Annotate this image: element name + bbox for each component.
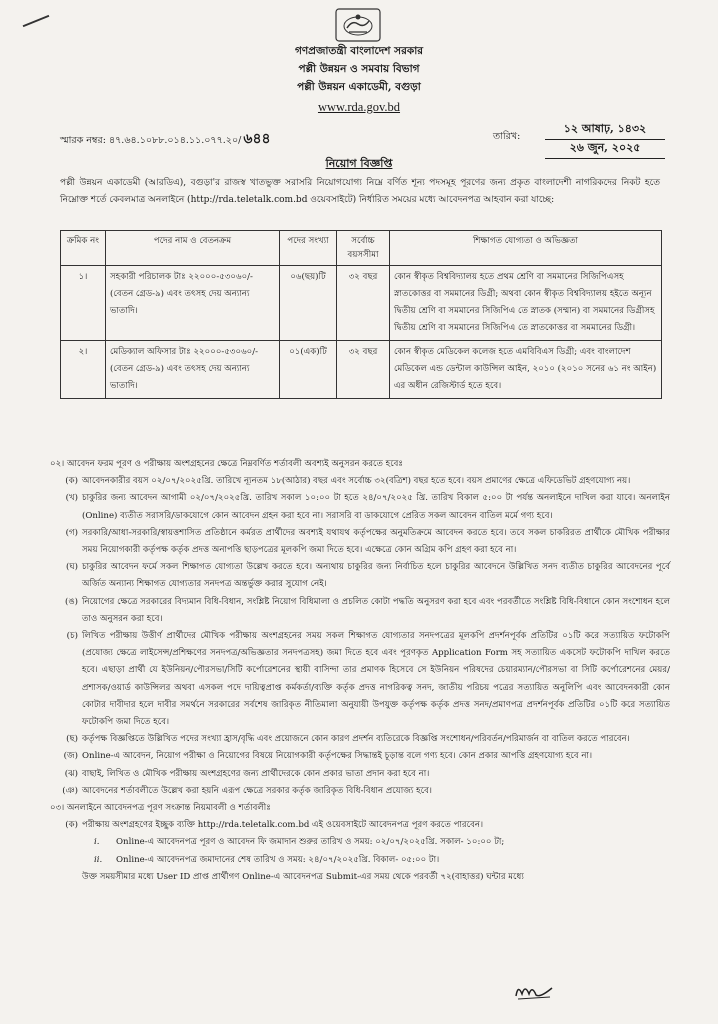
sub-label: i. <box>94 837 100 848</box>
condition-label: (খ) <box>65 493 78 504</box>
rda-logo-icon <box>335 8 381 42</box>
condition-item <box>50 628 670 731</box>
condition-label: (গ) <box>65 527 78 538</box>
table-row <box>61 341 662 399</box>
online-item <box>50 817 670 834</box>
sub-text: Online-এ আবেদনপত্র পূরণ ও আবেদন ফি জমাদান শুরুর তারিখ ও সময়: ০২/০৭/২০২৫খ্রি. সকাল- ১০:০০ টা; <box>116 837 505 848</box>
signature-initial-icon <box>512 980 558 1002</box>
cell-count: ০৬(ছয়)টি <box>280 266 337 341</box>
col-qualification: শিক্ষাগত যোগ্যতা ও অভিজ্ঞতা <box>390 231 662 266</box>
intro-paragraph: পল্লী উন্নয়ন একাডেমী (আরডিএ), বগুড়া'র রাজস্ব খাতভুক্ত সরাসরি নিয়োগযোগ্য নিম্নে বর্ণিত শূন্য পদসমূহ পূরণের জন্য প্রকৃত বাংলাদেশী নাগরিকদের নিকট হতে নিম্নোক্ত শর্তে কেবলমাত্র অনলাইনে (http://rda.teletalk.com.bd ওয়েবসাইটে) নির্ধারিত সময়ের মধ্যে আবেদনপত্র আহবান করা যাচ্ছে: <box>60 178 660 205</box>
condition-item <box>50 490 670 524</box>
condition-label: (ছ) <box>66 734 78 745</box>
table-row <box>61 266 662 341</box>
memo-number <box>60 127 271 151</box>
condition-label: (ঝ) <box>64 768 78 779</box>
date-bangla: ১২ আষাঢ়, ১৪৩২ <box>545 120 665 140</box>
online-item-label: (ক) <box>65 820 78 831</box>
cell-serial: ১। <box>61 266 106 341</box>
condition-label: (ঞ) <box>62 785 78 796</box>
cell-count: ০১(এক)টি <box>280 341 337 399</box>
table-header-row <box>61 231 662 266</box>
col-post: পদের নাম ও বেতনক্রম <box>106 231 280 266</box>
col-serial: ক্রমিক নং <box>61 231 106 266</box>
memo-handwritten: ৬৪৪ <box>243 131 271 147</box>
condition-text: চাকুরির আবেদন ফর্মে সকল শিক্ষাগত যোগ্যতা উল্লেখ করতে হবে। অন্যথায় চাকুরির জন্য নির্বাচিত হলে চাকুরির আবেদনে উল্লিখিত সনদ ব্যতীত চাকুরির আবেদনের পূর্বে অর্জিত অন্যান্য শিক্ষাগত যোগ্যতার সনদপত্র অন্তর্ভুক্ত করার সুযোগ নেই। <box>82 562 670 590</box>
header-division: পল্লী উন্নয়ন ও সমবায় বিভাগ <box>298 63 420 75</box>
condition-text: নিয়োগের ক্ষেত্রে সরকারের বিদ্যমান বিধি-বিধান, সংশ্লিষ্ট নিয়োগ বিধিমালা ও প্রচলিত কোটা পদ্ধতি অনুসরণ করা হবে এবং পরবর্তীতে সংশ্লিষ্ট বিধি-বিধানে কোন সংশোধন হলে তাও অনুসরন করা হবে। <box>82 596 670 624</box>
col-count: পদের সংখ্যা <box>280 231 337 266</box>
condition-item <box>50 766 670 783</box>
condition-text: চাকুরির জন্য আবেদন আগামী ০২/০৭/২০২৫খ্রি. তারিখ সকাল ১০:০০ টা হতে ২৪/০৭/২০২৫ খ্রি. তারিখ বিকাল ৫:০০ টা পর্যন্ত অনলাইনে দাখিল করা যাবে। অনলাইন (Online) ব্যতীত সরাসরি/ডাকযোগে কোন আবেদন গ্রহন করা হবে না। সরাসরি বা ডাকযোগে প্রেরিত সকল আবেদন বাতিল মর্মে গণ্য হবে। <box>82 493 670 521</box>
section2-heading: ০২। আবেদন ফরম পূরণ ও পরীক্ষায় অংশগ্রহনের ক্ষেত্রে নিম্নবর্ণিত শর্তাবলী অবশ্যই অনুসরন করতে হবেঃ <box>50 459 404 469</box>
date-label: তারিখ: <box>493 131 521 142</box>
memo-label: স্মারক নম্বর: ৪৭.৬৪.১০৮৮.০১৪.১১.০৭৭.২০/ <box>60 135 242 146</box>
section3-heading: ০৩। অনলাইনে আবেদনপত্র পূরণ সংক্রান্ত নিয়মাবলী ও শর্তাবলীঃ <box>50 803 271 814</box>
condition-text: বাছাই, লিখিত ও মৌখিক পরীক্ষায় অংশগ্রহণের জন্য প্রার্থীদেরকে কোন প্রকার ভাতা প্রদান করা হবে না। <box>82 768 430 779</box>
header-academy: পল্লী উন্নয়ন একাডেমী, বগুড়া <box>297 81 421 93</box>
online-item-text: পরীক্ষায় অংশগ্রহণের ইচ্ছুক ব্যক্তি http://rda.teletalk.com.bd এই ওয়েবসাইটে আবেদনপত্র পূরণ করতে পারবেন। <box>82 820 484 831</box>
header-government: গণপ্রজাতন্ত্রী বাংলাদেশ সরকার <box>294 45 424 57</box>
condition-label: (জ) <box>63 751 78 762</box>
pen-mark <box>23 15 50 27</box>
online-tail <box>50 869 670 886</box>
header-website-link[interactable]: www.rda.gov.bd <box>317 100 401 114</box>
condition-label: (ঘ) <box>65 562 78 573</box>
condition-text: Online-এ আবেদন, নিয়োগ পরীক্ষা ও নিয়োগের বিষয়ে নিয়োগকারী কর্তৃপক্ষের সিদ্ধান্তই চূড়ান্ত বলে গণ্য হবে। কোন প্রকার আপত্তি গ্রহণযোগ্য হবে না। <box>82 751 593 762</box>
condition-item <box>50 783 670 800</box>
condition-item <box>50 525 670 559</box>
notice-title-text: নিয়োগ বিজ্ঞপ্তি <box>325 157 393 170</box>
condition-label: (ঙ) <box>64 596 78 607</box>
condition-text: আবেদনের শর্তাবলীতে উল্লেখ করা হয়নি এরূপ ক্ষেত্রে সরকার কর্তৃক জারিকৃত বিধি-বিধান প্রযোজ্য হবে। <box>82 785 432 796</box>
cell-serial: ২। <box>61 341 106 399</box>
condition-label: (চ) <box>66 631 78 642</box>
conditions-body <box>50 456 670 886</box>
cell-age: ৩২ বছর <box>337 266 390 341</box>
date-english: ২৬ জুন, ২০২৫ <box>545 139 665 159</box>
condition-label: (ক) <box>65 476 78 487</box>
condition-item <box>50 731 670 748</box>
cell-qualification: কোন স্বীকৃত মেডিকেল কলেজ হতে এমবিবিএস ডিগ্রী; এবং বাংলাদেশ মেডিকেল এন্ড ডেন্টাল কাউন্সিল আইন, ২০১০ (২০১০ সনের ৬১ নং আইন) এর অধীন রেজিস্টার্ড হতে হবে। <box>390 341 662 399</box>
vacancy-table <box>60 230 662 399</box>
sub-text: Online-এ আবেদনপত্র জমাদানের শেষ তারিখ ও সময়: ২৪/০৭/২০২৫খ্রি. বিকাল- ০৫:০০ টা। <box>116 854 440 865</box>
condition-item <box>50 473 670 490</box>
online-tail-text: উক্ত সময়সীমার মধ্যে User ID প্রাপ্ত প্রার্থীগণ Online-এ আবেদনপত্র Submit-এর সময় থেকে পরবর্তী ৭২(বাহাত্তর) ঘন্টার মধ্যে <box>82 871 524 882</box>
condition-item <box>50 748 670 765</box>
condition-item <box>50 559 670 593</box>
sub-label: ii. <box>94 854 103 865</box>
condition-text: কর্তৃপক্ষ বিজ্ঞপ্তিতে উল্লিখিত পদের সংখ্যা হ্রাস/বৃদ্ধি এবং প্রয়োজনে কোন কারণ প্রদর্শন ব্যতিরেকে বিজ্ঞপ্তি সংশোধন/পরিবর্তন/পরিমার্জন বা বাতিল করতে পারবেন। <box>82 734 630 745</box>
cell-qualification: কোন স্বীকৃত বিশ্ববিদ্যালয় হতে প্রথম শ্রেণি বা সমমানের সিজিপিএসহ স্নাতকোত্তর বা সমমানের ডিগ্রী; অথবা কোন স্বীকৃত বিশ্ববিদ্যালয় হইতে অন্যূন দ্বিতীয় শ্রেণি বা সমমানের সিজিপিএ তে স্নাতক (সম্মান) বা সমমানের ডিগ্রীসহ দ্বিতীয় শ্রেণি বা সমমানের সিজিপিএ তে স্নাতকোত্তর বা সমমানের ডিগ্রী। <box>390 266 662 341</box>
online-sub-item <box>50 834 670 851</box>
cell-age: ৩২ বছর <box>337 341 390 399</box>
notice-title <box>0 155 718 174</box>
cell-post: মেডিক্যাল অফিসার টাঃ ২২০০০-৫৩০৬০/- (বেতন গ্রেড-৯) এবং তৎসহ দেয় অন্যান্য ভাতাদি। <box>106 341 280 399</box>
condition-text: সরকারি/আধা-সরকারি/স্বায়ত্তশাসিত প্রতিষ্ঠানে কর্মরত প্রার্থীদের অবশ্যই যথাযথ কর্তৃপক্ষের অনুমতিক্রমে আবেদন করতে হবে। তবে সকল চাকরিরত প্রার্থীকে মৌখিক পরীক্ষার সময় নিয়োগকারী কর্তৃপক্ষ কর্তৃক প্রদত্ত অনাপত্তি ছাড়পত্রের মূলকপি জমা দিতে হবে। এক্ষেত্রে কোন অগ্রিম কপি গ্রহণ করা হবে না। <box>82 527 670 556</box>
col-age: সর্বোচ্চ বয়সসীমা <box>337 231 390 266</box>
condition-item <box>50 594 670 628</box>
cell-post: সহকারী পরিচালক টাঃ ২২০০০-৫৩০৬০/- (বেতন গ্রেড-৯) এবং তৎসহ দেয় অন্যান্য ভাতাদি। <box>106 266 280 341</box>
online-sub-item <box>50 852 670 869</box>
condition-text: লিখিত পরীক্ষায় উত্তীর্ণ প্রার্থীদের মৌখিক পরীক্ষায় অংশগ্রহনের সময় সকল শিক্ষাগত যোগ্যতার সনদপত্রের মূলকপি প্রদর্শনপূর্বক প্রতিটির ০১টি করে সত্যায়িত ফটোকপি (প্রযোজ্য ক্ষেত্রে লাইসেন্স/প্রশিক্ষণের সনদপত্র/অভিজ্ঞতার সনদপত্রসহ) জমা দিতে হবে এবং পূরণকৃত Application Form সহ সত্যায়িত একসেট ফটোকপি দাখিল করতে হবে। এছাড়া প্রার্থী যে ইউনিয়ন/পৌরসভা/সিটি কর্পোরেশনের স্থায়ী বাসিন্দা তার প্রমাণক হিসেবে সে ইউনিয়ন পরিষদের চেয়ারম্যান/পৌরসভা বা সিটি কর্পোরেশনের মেয়র/প্রশাসক/ওয়ার্ড কাউন্সিলর অথবা এসকল পদে দায়িত্বপ্রাপ্ত কর্মকর্তা/ব্যক্তি কর্তৃক প্রদত্ত নাগরিকত্ব সনদ, জাতীয় পরিচয় পত্রের সত্যায়িত অনুলিপি এবং আবেদনকারী কোন কোটার দাবীদার হলে দাবীর সমর্থনে সরকারের সর্বশেষ জারিকৃত নীতিমালা অনুযায়ী উপযুক্ত কর্তৃপক্ষ কর্তৃক প্রদত্ত সনদ/প্রমাণপত্র প্রদর্শনপূর্বক প্রতিটির ০১টি করে সত্যায়িত ফটোকপি জমা দিতে হবে। <box>82 631 670 728</box>
condition-text: আবেদনকারীর বয়স ০২/০৭/২০২৫খ্রি. তারিখে ন্যূনতম ১৮(আঠার) বছর এবং সর্বোচ্চ ৩২(বত্রিশ) বছর হতে হবে। বয়স প্রমাণের ক্ষেত্রে এফিডেভিট গ্রহণযোগ্য নয়। <box>82 476 631 487</box>
